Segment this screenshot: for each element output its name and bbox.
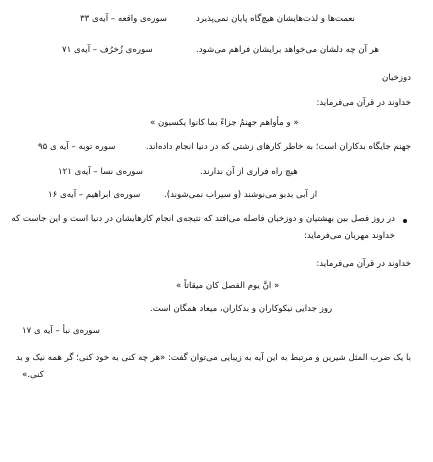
no-escape-reference: سوره‌ی نسا – آیه‌ی ۱۲۱	[58, 167, 143, 177]
proverb-line-2: کنی.»	[22, 370, 44, 380]
proverb-line-1: با یک ضرب المثل شیرین و مرتبط به این آیه به زیبایی می‌توان گفت: «هر چه کنی به خود کنی؛ گر همه نیک و بد	[15, 353, 411, 363]
no-escape-text: هیچ راه فراری از آن ندارند.	[200, 167, 298, 177]
drink-text: از آبی بدبو می‌نوشند (و سیراب نمی‌شوند).	[164, 190, 318, 200]
separation-text: روز جدایی نیکوکاران و بدکاران، میعاد همگان است.	[150, 304, 333, 314]
bullet-text-line-1: در روز فصل بین بهشتیان و دوزخیان فاصله می‌افتد که نتیجه‌ی انجام کارهایشان در دنیا است و این جاست که	[11, 214, 395, 224]
line-1-reference: سوره‌ی واقعه – آیه‌ی ۳۳	[80, 14, 167, 24]
quran-says-2: خداوند در قرآن می‌فرماید:	[316, 259, 411, 269]
bullet-point	[403, 219, 407, 223]
bullet-text-line-2: خداوند مهربان می‌فرماید:	[304, 231, 395, 241]
line-2-text: هر آن چه دلشان می‌خواهد برایشان فراهم می‌شود.	[196, 45, 379, 55]
line-1-text: نعمت‌ها و لذت‌هایشان هیچ‌گاه پایان نمی‌پذیرد	[196, 14, 355, 24]
naba-reference: سوره‌ی نبأ – آیه ی ۱۷	[22, 326, 100, 336]
heading-hell-dwellers: دوزخیان	[382, 73, 411, 83]
quran-says-1: خداوند در قرآن می‌فرماید:	[316, 98, 411, 108]
verse-1: « و مأواهم جهنمُ جزاءً بما کانوا یکسبون »	[150, 118, 299, 128]
verse-2: « انَّ یوم الفصل کان میقاتاً »	[176, 281, 280, 291]
hell-reference: سوره توبه – آیه ی ۹۵	[38, 142, 116, 152]
hell-text: جهنم جایگاه بدکاران است؛ به خاطر کارهای زشتی که در دنیا انجام داده‌اند.	[145, 142, 411, 152]
line-2-reference: سوره‌ی زُخرُف – آیه‌ی ۷۱	[62, 45, 153, 55]
drink-reference: سوره‌ی ابراهیم – آیه‌ی ۱۶	[48, 190, 141, 200]
